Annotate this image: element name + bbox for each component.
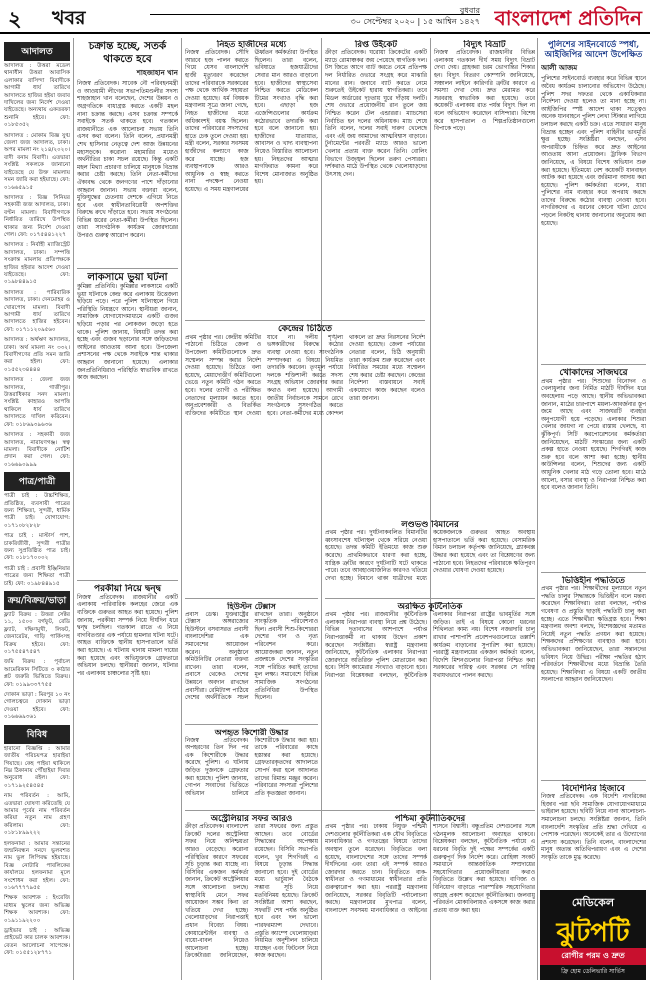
article-body: কুমিল্লা প্রতিনিধি। কুমিল্লার লাকসামে একটি ভুয়া ঘটনাকে কেন্দ্র করে এলাকায় উত্তেজনা ছড়িয়ে পড়ে। পরে পুলিশ ঘটনাস্থলে গিয়ে পরিস্থিতি নিয়ন্ত্রণে আনে। স্থানীয়রা জানান, সামাজিক যোগাযোগমাধ্যমে একটি গুজব ছড়িয়ে পড়ার পর লোকজন জড়ো হতে থাকে। পুলিশ জানায়, বিষয়টি তদন্ত করা হচ্ছে এবং গুজব ছড়ানোর সঙ্গে জড়িতদের আইনের আওতায় আনা হবে। উপজেলা প্রশাসনের পক্ষ থেকে সবাইকে শান্ত থাকার আহ্বান জানানো হয়েছে। এলাকার জনপ্রতিনিধিরাও পরিস্থিতি স্বাভাবিক রাখতে কাজ করছেন। [77,284,178,382]
article-body: প্রথম পৃষ্ঠার পর। শিশুদের বিনোদন ও খেলাধুলার জন্য নির্মিত মাঠটি দীর্ঘদিন ধরে অবহেলায় পড়ে আছে। স্থানীয় অভিভাবকরা জানান, মাঠের চারপাশে ময়লা-আবর্জনার স্তূপ জমে আছে এবং সাজঘরটি ব্যবহার অনুপযোগী হয়ে পড়েছে। এলাকার শিশুরা খেলার জায়গা না পেয়ে রাস্তায় খেলছে, যা ঝুঁকিপূর্ণ। সিটি করপোরেশনের কর্মকর্তারা জানিয়েছেন, মাঠটি সংস্কারের জন্য একটি প্রকল্প হাতে নেওয়া হয়েছে। শিগগিরই কাজ শুরু হবে বলে আশা করা হচ্ছে। স্থানীয় কাউন্সিলর বলেন, শিশুদের জন্য একটি আধুনিক খেলার মাঠ গড়ে তোলা হবে। মাঠে আলো, বসার ব্যবস্থা ও নিরাপত্তা নিশ্চিত করা হবে বলেও জানান তিনি। [541,378,646,492]
classified-item: আদালত : সহকারী জজ আদালত, নারায়ণগঞ্জ। স্বত্ব মামলা। বিবাদীকে নোটিশ প্রদান করা গেল। ফো: ০১৬৬৯০৯৯৯ [4,432,70,468]
article-plane-crash [325,520,535,595]
column-rule [181,38,182,980]
issue-date [351,5,480,27]
classified-item: দোকান ভাড়া : মিরপুর ১০ নং গোলচত্বরে দোকান ভাড়া দেওয়া হইবে। ফো: ০১৬৬৬৯৩৬১ [4,692,70,721]
article-separator [541,364,646,365]
article-body: নিজস্ব প্রতিবেদক। সাবেক নৌ পরিবহনমন্ত্রী ও আওয়ামী লীগের সভাপতিমণ্ডলীর সদস্য শাহজাহান খান বলেছেন, দেশের উন্নয়ন ও অগ্রগতিকে বাধাগ্রস্ত করতে একটি মহল নানা চক্রান্ত করছে। এসব চক্রান্ত সম্পর্কে সবাইকে সতর্ক থাকতে হবে। গতকাল রাজধানীতে এক আলোচনা সভায় তিনি এসব কথা বলেন। তিনি বলেন, প্রধানমন্ত্রী শেখ হাসিনার নেতৃত্বে দেশ আজ উন্নয়নের মহাসড়কে। করোনা মহামারির মধ্যেও অর্থনীতির চাকা সচল রয়েছে। কিন্তু একটি মহল মিথ্যা প্রচারণা চালিয়ে মানুষকে বিভ্রান্ত করার চেষ্টা করছে। তিনি নেতা-কর্মীদের ঐক্যবদ্ধ থেকে জনগণের পাশে দাঁড়ানোর আহ্বান জানান। সভায় বক্তারা বলেন, মুক্তিযুদ্ধের চেতনায় দেশকে এগিয়ে নিতে হবে এবং স্বাধীনতাবিরোধী অপশক্তির বিরুদ্ধে রুখে দাঁড়াতে হবে। সভায় সংগঠনের বিভিন্ন স্তরের নেতা-কর্মীরা উপস্থিত ছিলেন। তারা সাংগঠনিক কার্যক্রম জোরদারের উপরও গুরুত্ব আরোপ করেন। [77,81,178,240]
classified-item: হলফনামা : আমার সন্তানের জন্মনিবন্ধন সনদে ভুলবশত নাম ভুল লিপিবদ্ধ হইয়াছে। বিজ্ঞ নোটারি পাবলিকের কার্যালয়ে হলফনামা মূলে সংশোধন করা হইল। ফো: ০১৬৭৭৭৭৯৫৫ [4,840,70,891]
article-separator [541,780,646,781]
article-wicket [325,40,427,305]
article-body: প্রবাস ডেস্ক। যুক্তরাষ্ট্রের টেক্সাস অঙ্গরাজ্যের হিউস্টনে বসবাসরত প্রবাসী বাংলাদেশিরা এক সমাবেশের আয়োজন করেন। অনুষ্ঠানে কমিউনিটির নেতারা বক্তব্য রাখেন। তারা বলেন, প্রবাসে থেকেও দেশের উন্নয়নে অবদান রাখছেন প্রবাসীরা। রেমিট্যান্স পাঠিয়ে দেশের অর্থনীতিকে সচল রাখছেন তারা। অনুষ্ঠানে সাংস্কৃতিক পরিবেশনাও ছিল। প্রবাসী শিশু-কিশোররা দেশের গান ও নৃত্য পরিবেশন করে। আয়োজকরা জানান, নতুন প্রজন্মকে দেশের সংস্কৃতির সঙ্গে পরিচিত করাই তাদের মূল লক্ষ্য। সমাবেশে বিভিন্ন সামাজিক সংগঠনের প্রতিনিধিরা উপস্থিত ছিলেন। [185,611,318,702]
classified-item: আদালত : জেলা জজ আদালত, গাজীপুর। উত্তরাধিকার সনদ মামলা। সংশ্লিষ্ট কাহারও আপত্তি থাকিলে ধার্য তারিখে আদালতে দাখিল করিবেন। ফো: ০১৮৬৯৩৯৬৩৬ [4,377,70,428]
article-headline: অস্ট্রেলিয়ার সফর আরও [210,814,293,824]
article-body: প্রথম পৃষ্ঠার পর। শিক্ষার্থীদের মূল্যায়নে নতুন পদ্ধতি চালুর সিদ্ধান্তকে ভিত্তিহীন বলে মন্তব্য করেছেন শিক্ষাবিদরা। তারা বলছেন, পর্যাপ্ত গবেষণা ও প্রস্তুতি ছাড়াই পদ্ধতিটি চালু করা হচ্ছে। এতে শিক্ষার্থীরা ক্ষতিগ্রস্ত হবে। শিক্ষা মন্ত্রণালয় অবশ্য বলছে, বিশেষজ্ঞদের মতামত নিয়েই নতুন পদ্ধতি প্রণয়ন করা হয়েছে। শিক্ষকদের প্রশিক্ষণের ব্যবস্থাও করা হবে। অভিভাবকরা জানিয়েছেন, তারা সন্তানদের ভবিষ্যৎ নিয়ে উদ্বিগ্ন। পরীক্ষা পদ্ধতির হঠাৎ পরিবর্তনে শিক্ষার্থীদের মধ্যে বিভ্রান্তি তৈরি হয়েছে। শিক্ষাবিদরা এ বিষয়ে একটি জাতীয় সংলাপের আহ্বান জানিয়েছেন। [541,586,646,684]
article-foreigner-hijab [541,784,646,886]
article-headline: বিদেশিনির হিজাবে [562,784,625,794]
article-headline: হিউস্টন টেক্সাস [227,602,276,611]
article-headline: পুলিশের সাইনবোর্ডে স্পর্ধা, আইজিপির আদেশ উপেক্ষিত [544,40,643,61]
classified-heading: বিবিধ [4,725,70,744]
classified-heading: ক্রয়/বিক্রয়/ভাড়া [4,591,70,610]
classified-item: পাত্র চাই : মাস্টার্স পাশ, চাকরিজীবী, সুন্দরী পাত্রীর জন্য সুপ্রতিষ্ঠিত পাত্র চাই। ফো: ০১৮১৭০০০২ [4,533,70,562]
classified-item: ফ্ল্যাট বিক্রয় : উত্তরা সেক্টর ১১, ১৫০০ বর্গফুট, রেডি ফ্ল্যাট, দক্ষিণমুখী, লিফট, জেনারেটর, গাড়ি পার্কিংসহ বিক্রয় হইবে। ফো: ০১৭৫৫৪৭৫৪৭ [4,612,70,656]
article-western-diplomats [325,814,535,980]
article-baseless-method [541,576,646,776]
issue-day: বুধবার [459,6,480,15]
article-byline: শাহজাহান খান [136,69,178,78]
classified-item: আদালত : অর্থঋণ আদালত, ঢাকা। অর্থ মামলা নং ৩৩২। বিবাদীগণের প্রতি সমন জারি করা হইল। ফো: ০১৫৫২৩৪৪৪৪ [4,337,70,373]
article-body: প্রথম পৃষ্ঠার পর। রাজধানীর কূটনৈতিক এলাকায় নিরাপত্তা ব্যবস্থা নিয়ে প্রশ্ন উঠেছে। বিভিন্ন দূতাবাসের আশপাশে পর্যাপ্ত নিরাপত্তাকর্মী না থাকায় উদ্বেগ প্রকাশ করেছেন সংশ্লিষ্টরা। স্বরাষ্ট্র মন্ত্রণালয় জানিয়েছে, কূটনৈতিক এলাকার নিরাপত্তা জোরদারে অতিরিক্ত পুলিশ মোতায়েন করা হবে। সিসি ক্যামেরার সংখ্যাও বাড়ানো হবে। নিরাপত্তা বিশ্লেষকরা বলছেন, কূটনৈতিক এলাকার নিরাপত্তা রাষ্ট্রের ভাবমূর্তির সঙ্গে জড়িত। তাই এ বিষয়ে কোনো ধরনের শিথিলতা কাম্য নয়। বিশেষ নজরদারি চালু রাখার পাশাপাশি প্রবেশপথগুলোতে তল্লাশি কার্যক্রম বাড়ানোর সুপারিশ করা হয়েছে। পররাষ্ট্র মন্ত্রণালয়ের একজন কর্মকর্তা বলেন, বিদেশি মিশনগুলোর নিরাপত্তা নিশ্চিত করা সরকারের দায়িত্ব এবং সরকার সে দায়িত্ব যথাযথভাবে পালন করছে। [325,612,535,679]
classified-item: ড্রাইভার চাই : অভিজ্ঞ প্রাইভেট কার চালক আবশ্যক। বেতন আলোচনা সাপেক্ষে। ফো: ০১৫৫১২৮৭৭১ [4,928,70,957]
classified-heading: পাত্র/পাত্রী [4,472,70,491]
article-kids-dressing-room [541,368,646,568]
article-separator [185,598,318,599]
article-body: নিজস্ব প্রতিবেদক। এক বিদেশি নাগরিকের হিজাব পরা ছবি সামাজিক যোগাযোগমাধ্যমে ভাইরাল হয়েছে। ছবিটি নিয়ে নানা আলোচনা-সমালোচনা চলছে। সংশ্লিষ্টরা জানান, তিনি বাংলাদেশি সংস্কৃতির প্রতি শ্রদ্ধা দেখিয়ে এ পোশাক পরেছেন। অনেকেই তার এ উদ্যোগের প্রশংসা করেছেন। তিনি বলেন, বাংলাদেশের মানুষ অত্যন্ত অতিথিপরায়ণ এবং এ দেশের সংস্কৃতি তাকে মুগ্ধ করেছে। [541,794,646,861]
page-number: ২ [8,7,22,31]
ad-headline: ঝুটপটি [556,918,630,948]
masthead [0,0,650,34]
article-headline: পরকীয়া নিয়ে দ্বন্দ্ব [93,584,162,594]
article-body: নিজস্ব প্রতিবেদক। সৌদি আরবে হজ পালন করতে গিয়ে যেসব বাংলাদেশি হাজী মৃত্যুবরণ করেছেন তাদের পরিবারকে সরকারের পক্ষ থেকে আর্থিক সহায়তা দেওয়া হয়েছে। ধর্ম বিষয়ক মন্ত্রণালয় সূত্রে জানা গেছে, নিহত হাজীদের মধ্যে অধিকাংশই বয়স্ক ছিলেন। তাদের পরিবারের সদস্যদের হাতে চেক তুলে দেওয়া হয়। মন্ত্রী বলেন, সরকার সবসময় হাজীদের কল্যাণে কাজ করে যাচ্ছে। হজ ব্যবস্থাপনাকে আরও আধুনিক ও স্বচ্ছ করতে নানা পদক্ষেপ নেওয়া হয়েছে। এ সময় মন্ত্রণালয়ের ঊর্ধ্বতন কর্মকর্তারা উপস্থিত ছিলেন। তারা বলেন, ভবিষ্যতে হজযাত্রীদের সেবার মান আরও বাড়ানো হবে। হাজীদের স্বাস্থ্যসেবা নিশ্চিত করতে মেডিকেল টিমের সংখ্যাও বৃদ্ধি করা হবে। এছাড়া হজ এজেন্সিগুলোর কার্যক্রম কঠোরভাবে তদারকি করা হবে বলে জানানো হয়। হাজীদের যাতায়াত, আবাসন ও খাদ্য ব্যবস্থাপনা নিয়েও বিস্তারিত আলোচনা হয়। নিহতদের আত্মার মাগফিরাত কামনা করে বিশেষ মোনাজাত অনুষ্ঠিত হয়। [185,50,318,193]
classified-item: আদালত : বিজ্ঞ সিনিয়র সহকারী জজ আদালত, ঢাকা। বণ্টন মামলা। বিবাদীগণকে নির্ধারিত তারিখে উপস্থিত থাকার জন্য নির্দেশ দেওয়া গেল। ফো: ০১৭৫৪৪১২২৭ [4,194,70,238]
column-rule [537,38,538,980]
article-headline: লণ্ডভণ্ড বিমানের [401,520,459,530]
section-name: খবর [52,7,86,29]
article-body: নিজস্ব প্রতিবেদক। অপহরণের তিন দিন পর এক কিশোরীকে উদ্ধার করেছে পুলিশ। এ ঘটনায় জড়িত দুজনকে গ্রেফতার করা হয়েছে। পুলিশ জানায়, গোপন সংবাদের ভিত্তিতে অভিযান চালিয়ে কিশোরীকে উদ্ধার করা হয়। তাকে পরিবারের কাছে হস্তান্তর করা হয়েছে। গ্রেফতারকৃতদের আদালতে সোপর্দ করা হলে আদালত তাদের রিমান্ড মঞ্জুর করেন। পরিবারের সদস্যরা পুলিশের প্রতি কৃতজ্ঞতা জানান। [185,737,318,797]
article-affair-dispute [77,584,178,724]
classified-item: আদালত : উত্তরা মডেল থানাধীন উত্তরা আবাসিক এলাকার বাসিন্দা বিবাদীকে আগামী ধার্য তারিখে আদালতে হাজির হইয়া জবাব দাখিলের জন্য নির্দেশ দেওয়া যাইতেছে। অন্যথায় একতরফা শুনানি হইবে। ফো: ০১৮৫৩৫২ [4,63,70,129]
article-kidnapped-girl [185,728,318,803]
article-byline: আলী আজম [541,64,578,73]
article-power-outage [434,40,535,516]
article-separator [185,724,318,725]
article-australia-tour [185,814,318,980]
classified-item: আদালত : মোকাম বিজ্ঞ যুগ্ম জেলা জজ আদালত, ঢাকা। অপর মামলা নং ২১৪/২০২০। বাদী বনাম বিবাদী। এতদ্বারা সংশ্লিষ্ট সকলকে জানানো যাইতেছে যে উক্ত মামলায় সমন জারি করা হইয়াছে। ফো: ০১৬৬৫৯১৫ [4,132,70,191]
article-headline: ভিত্তিহীন পদ্ধতিতে [562,576,625,586]
article-diplomatic-zone [325,602,535,807]
classified-item: নাম পরিবর্তন : আমি, এতদ্বারা ঘোষণা করিতেছি যে আমার পূর্বের নাম পরিবর্তন করিয়া নতুন নাম গ্রহণ করিলাম। ফো: ০১৮১৮৯৯২২২ [4,793,70,837]
article-body: প্রথম পৃষ্ঠার পর। দুর্ঘটনাকবলিত বিমানটির ধ্বংসাবশেষ ঘটনাস্থল থেকে সরিয়ে নেওয়া হয়েছে। তদন্ত কমিটি ইতিমধ্যে কাজ শুরু করেছে। প্রাথমিকভাবে ধারণা করা হচ্ছে, যান্ত্রিক ত্রুটির কারণে দুর্ঘটনাটি ঘটে থাকতে পারে। তবে আবহাওয়াজনিত কারণও খতিয়ে দেখা হচ্ছে। বিমানে থাকা যাত্রীদের মধ্যে কয়েকজনকে গুরুতর আহত অবস্থায় হাসপাতালে ভর্তি করা হয়েছে। বেসামরিক বিমান চলাচল কর্তৃপক্ষ জানিয়েছে, ব্ল্যাকবক্স উদ্ধার করা হয়েছে এবং তা বিশ্লেষণের জন্য পাঠানো হবে। নিহতদের পরিবারকে ক্ষতিপূরণ দেওয়ার ঘোষণা দেওয়া হয়েছে। [325,530,535,582]
article-headline: খোকাদের সাজঘরে [559,368,628,378]
article-separator [541,572,646,573]
article-headline: চক্রান্ত হচ্ছে, সতর্ক থাকতে হবে [88,40,167,65]
article-body: নিজস্ব প্রতিবেদক। রাজধানীর একটি এলাকায় পারিবারিক কলহের জেরে এক ব্যক্তিকে গুরুতর আহত করা হয়েছে। পুলিশ জানায়, পরকীয়া সম্পর্ক নিয়ে দীর্ঘদিন ধরে দ্বন্দ্ব চলছিল। গতকাল রাতে এ নিয়ে বাগবিতণ্ডার এক পর্যায়ে হামলার ঘটনা ঘটে। আহত ব্যক্তিকে স্থানীয় হাসপাতালে ভর্তি করা হয়েছে। এ ঘটনায় থানায় মামলা দায়ের করা হয়েছে এবং অভিযুক্তকে গ্রেফতারে অভিযান চলছে। স্থানীয়রা জানান, ঘটনার পর এলাকায় চাঞ্চল্যের সৃষ্টি হয়। [77,594,178,677]
article-conspiracy [77,40,178,265]
advertisement [540,890,646,980]
classified-item: জমি বিক্রয় : পূর্বাচল আমেরিকান সিটিতে ৩ কাঠার প্লট জরুরি ভিত্তিতে বিক্রয়। ফো: ০১৯৯৩৩৭৭৫৫ [4,659,70,688]
column-rule [73,38,74,980]
article-headline: লাকসামে ভুয়া ঘটনা [87,272,168,283]
article-headline: বিদ্যুৎ বিভ্রাট [463,40,506,50]
article-separator [77,580,178,581]
article-houston [185,602,318,720]
classified-item: পাত্রী চাই : উচ্চশিক্ষিত, প্রতিষ্ঠিত, ব্যবসায়ী পাত্রের জন্য শিক্ষিতা, সুন্দরী, ধার্মিক পাত্রী চাই। যোগাযোগ: ০১৭১০৮২৮২৮ [4,493,70,529]
article-body: ক্রীড়া প্রতিবেদক। ঘরোয়া ক্রিকেটের একটি ম্যাচে রোমাঞ্চকর জয় পেয়েছে স্বাগতিক দল। টস জিতে আগে ব্যাট করতে নেমে প্রতিপক্ষ দল নির্ধারিত ওভারে সংগ্রহ করে মাঝারি মানের রান। জবাবে ব্যাট করতে নেমে শুরুতেই উইকেট হারায় স্বাগতিকরা। তবে মিডল অর্ডারের দৃঢ়তায় ঘুরে দাঁড়ায় দলটি। শেষ ওভারে প্রয়োজনীয় রান তুলে জয় নিশ্চিত করেন টেল এন্ডাররা। ম্যাচসেরা নির্বাচিত হন দলের অধিনায়ক। ম্যাচ শেষে তিনি বলেন, দলের সবাই দারুণ খেলেছে এবং এই জয় আমাদের আত্মবিশ্বাস বাড়াবে। টুর্নামেন্টের পরবর্তী ম্যাচে আরও ভালো খেলার প্রত্যয় ব্যক্ত করেন তিনি। বোলিং বিভাগে উজ্জ্বল ছিলেন তরুণ পেসাররা। দর্শকরাও মাঠে উপস্থিত থেকে খেলোয়াড়দের উৎসাহ দেন। [325,50,427,178]
ad-brand: মেডিকেল [571,896,615,909]
classified-item: পাত্রী চাই : প্রবাসী ইঞ্জিনিয়ার পাত্রের জন্য শিক্ষিতা পাত্রী চাই। ফো: ০১৯৮৪৪৯১৫ [4,565,70,587]
article-headline: রিপ্ত উইকেট [354,40,398,50]
article-headline: অরক্ষিত কূটনৈতিক [397,602,463,612]
article-headline: অপহৃত কিশোরী উদ্ধার [214,728,289,737]
classified-item: হারানো বিজ্ঞপ্তি : আমার জাতীয় পরিচয়পত্র হারাইয়া গিয়াছে। কেহ পাইয়া থাকিলে নিম্ন ঠিকানায় পৌঁছাইয়া দিবার অনুরোধ রইল। ফো: ০১৭১৯২৫৪৫৪৫ [4,745,70,789]
classifieds-column [4,40,70,980]
article-headline: পশ্চিমা কূটনীতিকদের [394,814,466,824]
classified-item: আদালত : পারিবারিক আদালত, ঢাকা। দেনমোহর ও খোরপোষ মামলা। বিবাদী আগামী ধার্য তারিখে আদালতে হাজির হইবেন। ফো: ০১৭১১২০৯৫৬০ [4,289,70,333]
ad-offer: রোগীর পরম ও দ্রুত [540,948,646,965]
article-headline: কেন্দ্রের চিঠিতে [277,324,333,334]
article-headline: নিহত হাজীদের মধ্যে [216,40,287,50]
article-body: প্রথম পৃষ্ঠার পর। কেন্দ্রীয় কমিটির পাঠানো চিঠিতে জেলা ও উপজেলা কমিটিগুলোকে দ্রুত সম্মেলন সম্পন্ন করার নির্দেশ দেওয়া হয়েছে। চিঠিতে বলা হয়েছে, মেয়াদোত্তীর্ণ কমিটিগুলো ভেঙে নতুন কমিটি গঠন করতে হবে। দলের ত্যাগী ও পরীক্ষিত নেতাদের মূল্যায়ন করতে হবে। অনুপ্রবেশকারী ও বিতর্কিত ব্যক্তিদের কমিটিতে স্থান দেওয়া যাবে না। দলীয় শৃঙ্খলা ভঙ্গকারীদের বিরুদ্ধে কঠোর ব্যবস্থা নেওয়া হবে। সাংগঠনিক সম্পাদকরা এ বিষয়ে নিয়মিত তদারকি করবেন। তৃণমূল পর্যায়ে দলকে শক্তিশালী করতে সদস্য সংগ্রহ অভিযান জোরদার করার কথাও বলা হয়েছে। আগামী জাতীয় নির্বাচনকে সামনে রেখে সংগঠনকে সুসংগঠিত করতে হবে। নেতা-কর্মীদের মধ্যে কোন্দল থাকলে তা দ্রুত নিরসনের নির্দেশ দেওয়া হয়েছে। জেলা পর্যায়ের নেতারা বলেন, চিঠি অনুযায়ী তারা কার্যক্রম শুরু করেছেন এবং নির্ধারিত সময়ের মধ্যে সম্মেলন শেষ করার চেষ্টা করছেন। কেন্দ্রের নির্দেশনা বাস্তবায়নে সবাই একযোগে কাজ করছেন বলেও তারা জানান। [185,334,425,417]
article-separator [77,268,178,269]
issue-date-text: ৩০ সেপ্টেম্বর ২০২০ | ১৫ আশ্বিন ১৪২৭ [350,17,480,26]
article-body: ক্রীড়া প্রতিবেদক। বাংলাদেশ ক্রিকেট দলের অস্ট্রেলিয়া সফর নিয়ে অনিশ্চয়তা আরও বেড়েছে। করোনা পরিস্থিতির কারণে সফরের সূচি চূড়ান্ত করা যাচ্ছে না। বিসিবির একজন কর্মকর্তা জানান, ক্রিকেট অস্ট্রেলিয়ার সঙ্গে আলোচনা চলছে। স্বাস্থ্যবিধি মেনে সফর আয়োজন সম্ভব কিনা তা খতিয়ে দেখা হচ্ছে। খেলোয়াড়দের নিরাপত্তাই প্রধান বিবেচ্য বিষয়। কোয়ারেন্টাইন ব্যবস্থা ও বায়ো-বাবল নিয়েও আলোচনা হচ্ছে। ক্রিকেটাররা জানিয়েছেন, তারা সফরের জন্য প্রস্তুত আছেন। তবে বোর্ডের সিদ্ধান্তের অপেক্ষায় রয়েছেন। বিসিবি সভাপতি বলেন, খুব শিগগিরই এ বিষয়ে চূড়ান্ত সিদ্ধান্ত জানানো হবে। দুই বোর্ডের মধ্যে ভার্চুয়াল বৈঠকে সম্ভাব্য সূচি নিয়ে মতবিনিময় হয়েছে। ক্রিকেট সংশ্লিষ্টরা আশা করছেন, সফরটি শেষ পর্যন্ত অনুষ্ঠিত হবে এবং দল ভালো পারফরম্যান্স দেখাবে। প্রস্তুতি ক্যাম্পে খেলোয়াড়রা নিয়মিত অনুশীলন চালিয়ে যাচ্ছেন এবং ফিটনেস নিয়ে কাজ করছেন। [185,824,318,960]
article-body: নিজস্ব প্রতিবেদক। রাজধানীর বিভিন্ন এলাকায় গতকাল দীর্ঘ সময় বিদ্যুৎ বিভ্রাট দেখা দেয়। গ্রাহকরা চরম ভোগান্তির শিকার হন। বিদ্যুৎ বিতরণ কোম্পানি জানিয়েছে, সঞ্চালন লাইনে কারিগরি ত্রুটির কারণে এ সমস্যা দেখা দেয়। দ্রুত মেরামত করে সরবরাহ স্বাভাবিক করা হয়েছে। তবে কয়েকটি এলাকায় রাত পর্যন্ত বিদ্যুৎ ছিল না বলে অভিযোগ করেছেন বাসিন্দারা। বিশেষ করে হাসপাতাল ও শিল্পপ্রতিষ্ঠানগুলো বিপাকে পড়ে। [434,50,535,133]
article-hajis [185,40,318,305]
classified-item: আদালত : নির্বাহী ম্যাজিস্ট্রেট আদালত, ঢাকা। সম্পত্তি সংক্রান্ত মামলায় প্রতিপক্ষকে হাজির হইবার আদেশ দেওয়া যাইতেছে। ফো: ০১৯৮৪৪৯১৫ [4,242,70,286]
classified-heading: আদালত [4,42,70,61]
article-separator [325,598,535,599]
paper-name: বাংলাদেশ প্রতিদিন [494,6,642,30]
article-laksam [77,272,178,477]
ad-footer: ফ্রি হোম ডেলিভারি সার্ভিস [561,968,625,975]
article-separator [185,320,425,321]
article-police-signboard [541,40,646,360]
article-body: প্রথম পৃষ্ঠার পর। ঢাকায় নিযুক্ত পশ্চিমা দেশগুলোর কূটনীতিকরা এক যৌথ বিবৃতিতে মানবাধিকার ও গণতন্ত্রের বিষয়ে তাদের অবস্থান তুলে ধরেছেন। বিবৃতিতে বলা হয়েছে, বাংলাদেশের সঙ্গে তাদের সম্পর্ক দীর্ঘদিনের এবং তারা এই সম্পর্ক আরও জোরদার করতে চান। বিবৃতিতে বাক-স্বাধীনতা ও গণমাধ্যমের স্বাধীনতার প্রতি গুরুত্বারোপ করা হয়। পররাষ্ট্র মন্ত্রণালয় জানিয়েছে, সরকার বিবৃতিটি পর্যালোচনা করছে। মন্ত্রণালয়ের মুখপাত্র বলেন, বাংলাদেশ সবসময় মানবাধিকার ও আইনের শাসনে বিশ্বাসী। বন্ধুপ্রতিম দেশগুলোর সঙ্গে গঠনমূলক আলোচনা অব্যাহত থাকবে। বিশ্লেষকরা বলছেন, কূটনৈতিক পর্যায়ে এ ধরনের বিবৃতি দুই পক্ষের সম্পর্কের একটি গুরুত্বপূর্ণ দিক নির্দেশ করে। রোহিঙ্গা সংকট সমাধানে আন্তর্জাতিক সম্প্রদায়ের সহযোগিতার প্রয়োজনীয়তার কথাও বিবৃতিতে উল্লেখ করা হয়েছে। বাণিজ্য ও বিনিয়োগ বাড়াতে পারস্পরিক সহযোগিতার আগ্রহ প্রকাশ করেছেন কূটনীতিকরা। জলবায়ু পরিবর্তন মোকাবিলায়ও একসঙ্গে কাজ করার প্রত্যয় ব্যক্ত করা হয়। [325,824,535,914]
article-central-letter [185,324,425,514]
article-separator [185,810,535,811]
article-body: পুলিশের সাইনবোর্ড ব্যবহার করে বিভিন্ন স্থানে অবৈধ কার্যক্রম চালানোর অভিযোগ উঠেছে। পুলিশ সদর দফতর থেকে একাধিকবার নির্দেশনা দেওয়া হলেও তা মানা হচ্ছে না। আইজিপির স্পষ্ট আদেশ থাকা সত্ত্বেও অনেক যানবাহনে পুলিশ লেখা স্টিকার লাগিয়ে চলাচল করছে একটি চক্র। এতে সাধারণ মানুষ বিভ্রান্ত হচ্ছেন এবং পুলিশ বাহিনীর ভাবমূর্তি ক্ষুণ্ণ হচ্ছে। সংশ্লিষ্টরা বলছেন, এসব অপরাধীকে চিহ্নিত করে দ্রুত আইনের আওতায় আনা প্রয়োজন। ট্রাফিক বিভাগ জানিয়েছে, এ বিষয়ে বিশেষ অভিযান শুরু করা হয়েছে। ইতিমধ্যে বেশ কয়েকটি যানবাহন আটক করা হয়েছে এবং জরিমানা আদায় করা হয়েছে। পুলিশ কর্মকর্তারা বলেন, যারা পুলিশের নাম ব্যবহার করে অপরাধ করছে তাদের বিরুদ্ধে কঠোর ব্যবস্থা নেওয়া হবে। নাগরিকদের এ ধরনের কোনো ঘটনা চোখে পড়লে নিকটস্থ থানায় জানানোর অনুরোধ করা হয়েছে। [541,76,646,227]
classified-item: শিক্ষক আবশ্যক : ইংরেজি মাধ্যম স্কুলের জন্য অভিজ্ঞ শিক্ষক আবশ্যক। ফো: ০১৯১১৯২২০০ [4,895,70,924]
